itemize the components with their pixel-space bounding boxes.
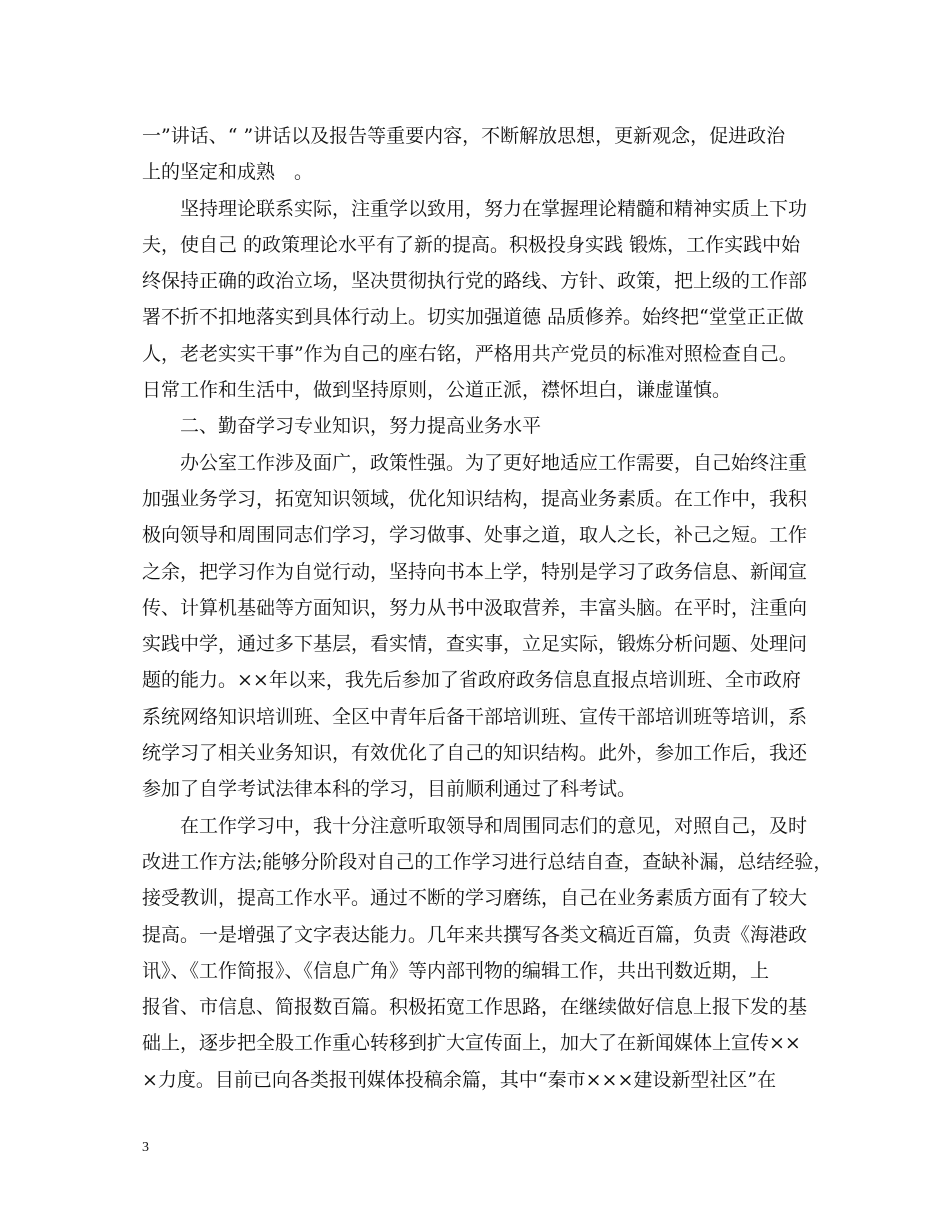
document-body [142, 118, 833, 1098]
text-line: 终保持正确的政治立场，坚决贯彻执行党的路线、方针、政策，把上级的工作部 [142, 270, 808, 293]
text-line: 一”讲话、“ ”讲话以及报告等重要内容，不断解放思想，更新观念，促进政治 [142, 125, 786, 147]
text-line: 参加了自学考试法律本科的学习，目前顺利通过了科考试。 [142, 778, 637, 801]
text-line: 之余，把学习作为自觉行动，坚持向书本上学，特别是学习了政务信息、新闻宣 [142, 560, 808, 583]
text-line: 坚持理论联系实际，注重学以致用，努力在掌握理论精髓和精神实质上下功 [180, 197, 808, 220]
text-line: 加强业务学习，拓宽知识领域，优化知识结构，提高业务素质。在工作中，我积 [142, 487, 808, 510]
text-line: 传、计算机基础等方面知识，努力从书中汲取营养，丰富头脑。在平时，注重向 [142, 596, 808, 619]
page-number: 3 [142, 1140, 149, 1155]
text-line: 上的坚定和成熟 。 [142, 161, 314, 184]
text-line: 讯》、《工作简报》、《信息广角》等内部刊物的编辑工作，共出刊数近期，上 [142, 959, 770, 982]
text-line: 础上，逐步把全股工作重心转移到扩大宣传面上，加大了在新闻媒体上宣传×× [142, 1032, 801, 1055]
text-line: 人，老老实实干事”作为自己的座右铭，严格用共产党员的标准对照检查自己。 [142, 342, 798, 365]
text-line: 实践中学，通过多下基层，看实情，查实事，立足实际，锻炼分析问题、处理问 [142, 633, 808, 656]
text-line: 改进工作方法;能够分阶段对自己的工作学习进行总结自查，查缺补漏，总结经验， [142, 850, 833, 873]
text-line: 系统网络知识培训班、全区中青年后备干部培训班、宣传干部培训班等培训，系 [142, 705, 808, 728]
text-line: 极向领导和周围同志们学习，学习做事、处事之道，取人之长，补己之短。工作 [142, 524, 808, 547]
text-line: 在工作学习中，我十分注意听取领导和周围同志们的意见，对照自己，及时 [180, 814, 808, 837]
text-line: 报省、市信息、简报数百篇。积极拓宽工作思路，在继续做好信息上报下发的基 [142, 996, 808, 1019]
text-line: 夫，使自己 的政策理论水平有了新的提高。积极投身实践 锻炼，工作实践中始 [142, 233, 801, 256]
text-line: 提高。一是增强了文字表达能力。几年来共撰写各类文稿近百篇，负责《海港政 [142, 923, 808, 946]
text-line: 二、勤奋学习专业知识，努力提高业务水平 [180, 415, 542, 438]
text-line: 题的能力。××年以来，我先后参加了省政府政务信息直报点培训班、全市政府 [142, 669, 801, 692]
text-line: ×力度。目前已向各类报刊媒体投稿余篇，其中“秦市×××建设新型社区”在 [142, 1068, 777, 1091]
text-line: 办公室工作涉及面广，政策性强。为了更好地适应工作需要，自己始终注重 [180, 451, 808, 474]
text-line: 署不折不扣地落实到具体行动上。切实加强道德 品质修养。始终把“堂堂正正做 [142, 306, 804, 329]
text-line: 统学习了相关业务知识，有效优化了自己的知识结构。此外，参加工作后，我还 [142, 742, 808, 765]
text-line: 接受教训，提高工作水平。通过不断的学习磨练，自己在业务素质方面有了较大 [142, 887, 808, 910]
text-line: 日常工作和生活中，做到坚持原则，公道正派，襟怀坦白，谦虚谨慎。 [142, 379, 732, 402]
